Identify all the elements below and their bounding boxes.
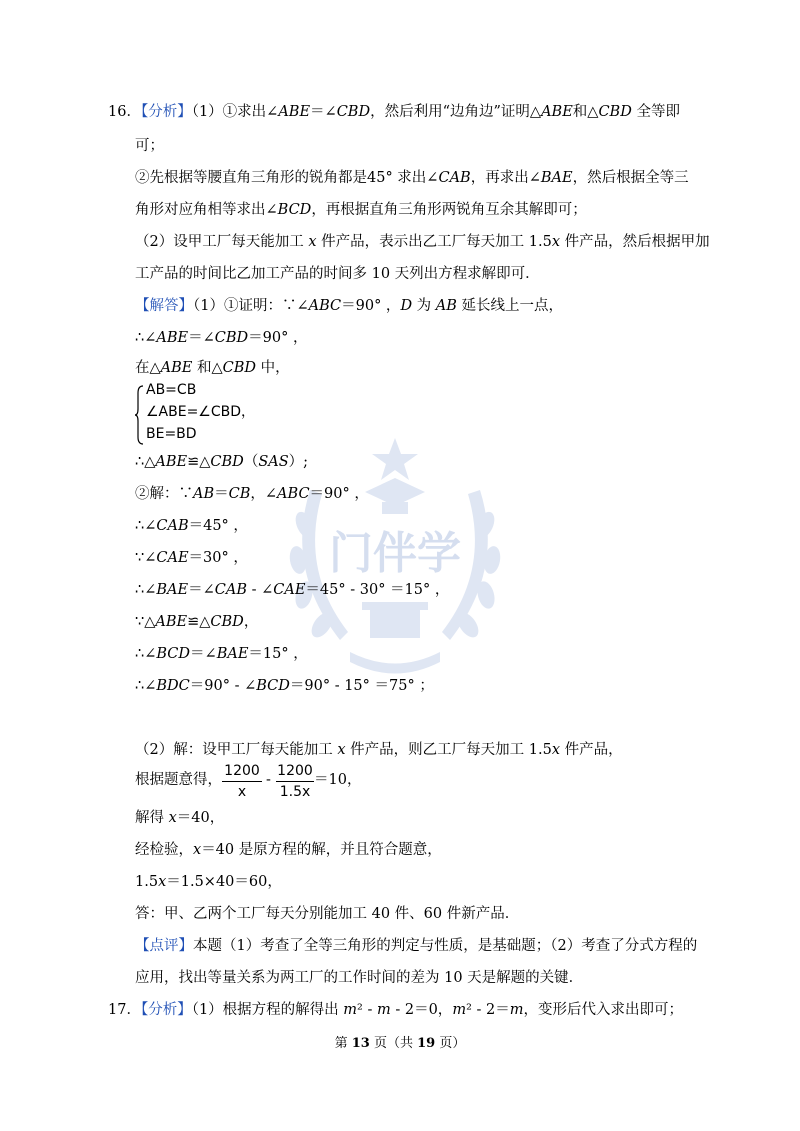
q16-solution-line-11: ∴∠BDC＝90° - ∠BCD＝90° - 15° ＝75° ；	[135, 678, 434, 694]
q16-analysis-line-2: 可；	[135, 138, 164, 154]
q16-analysis-line-6: 工产品的时间比乙加工产品的时间多 10 天列出方程求解即可．	[135, 266, 540, 282]
fraction-1: 1200 x	[222, 762, 262, 801]
q16-analysis-line-1: 16．【分析】（1）①求出∠ABE＝∠CBD，然后利用“边角边”证明△ABE和△CBD 全等即	[108, 104, 680, 120]
q16-analysis-line-5: （2）设甲工厂每天能加工 x 件产品，表示出乙工厂每天加工 1.5x 件产品，然后根据甲加	[135, 234, 710, 250]
q16-comment-line-1: 【点评】本题（1）考查了全等三角形的判定与性质，是基础题；（2）考查了分式方程的	[135, 938, 698, 954]
q16-solution-line-7: ∵∠CAE＝30° ，	[135, 550, 248, 566]
svg-text:门伴学: 门伴学	[329, 528, 461, 579]
q16-analysis-line-3: ②先根据等腰直角三角形的锐角都是45° 求出∠CAB，再求出∠BAE，然后根据全等三	[135, 170, 689, 186]
q16-solution-line-2: ∴∠ABE＝∠CBD＝90° ，	[135, 330, 308, 346]
q16-analysis-line-4: 角形对应角相等求出∠BCD，再根据直角三角形两锐角互余其解即可；	[135, 202, 587, 218]
q16-solution-line-9: ∵△ABE≌△CBD，	[135, 614, 259, 630]
q16-part2-line-5: 1.5x＝1.5×40＝60，	[135, 874, 282, 890]
analysis-tag: 【分析】	[140, 104, 192, 120]
system-eq-1: AB=CB	[146, 382, 197, 398]
q16-solution-line-8: ∴∠BAE＝∠CAB - ∠CAE＝45° - 30° ＝15° ，	[135, 582, 450, 598]
fraction-2: 1200 1.5x	[277, 763, 313, 800]
q16-solution-line-3: 在△ABE 和△CBD 中，	[135, 360, 290, 376]
system-eq-2: ∠ABE=∠CBD，	[146, 404, 256, 420]
q16-part2-line-4: 经检验，x＝40 是原方程的解，并且符合题意，	[135, 842, 442, 858]
solution-tag: 【解答】	[135, 298, 193, 314]
q16-solution-line-5: ②解：∵AB＝CB，∠ABC＝90° ，	[135, 486, 369, 502]
minus-sign: -	[266, 772, 271, 788]
q16-part2-line-1: （2）解：设甲工厂每天能加工 x 件产品，则乙工厂每天加工 1.5x 件产品，	[135, 742, 623, 758]
system-eq-3: BE=BD	[146, 426, 197, 442]
analysis-tag: 【分析】	[140, 1002, 192, 1018]
q16-part2-prefix: 根据题意得，	[135, 772, 222, 788]
q16-solution-line-4: ∴△ABE≌△CBD（SAS）;	[135, 454, 309, 470]
page-footer: 第 13 页（共 19 页）	[334, 1036, 466, 1051]
q16-part2-answer: 答：甲、乙两个工厂每天分别能加工 40 件、60 件新产品．	[135, 906, 520, 922]
q16-solution-line-1: 【解答】（1）①证明：∵∠ABC＝90° ，D 为 AB 延长线上一点，	[135, 298, 564, 314]
system-brace	[135, 385, 145, 445]
q16-solution-line-10: ∴∠BCD＝∠BAE＝15° ，	[135, 646, 308, 662]
comment-tag: 【点评】	[135, 938, 193, 954]
q16-comment-line-2: 应用，找出等量关系为两工厂的工作时间的差为 10 天是解题的关键．	[135, 970, 584, 986]
q17-analysis-line-1: 17．【分析】（1）根据方程的解得出 m² - m - 2＝0，m² - 2＝m，变形后代入求出即可；	[108, 1002, 683, 1018]
q16-solution-line-6: ∴∠CAB＝45° ，	[135, 518, 248, 534]
equation-rhs: ＝10，	[314, 772, 362, 788]
q16-part2-line-3: 解得 x＝40，	[135, 810, 225, 826]
